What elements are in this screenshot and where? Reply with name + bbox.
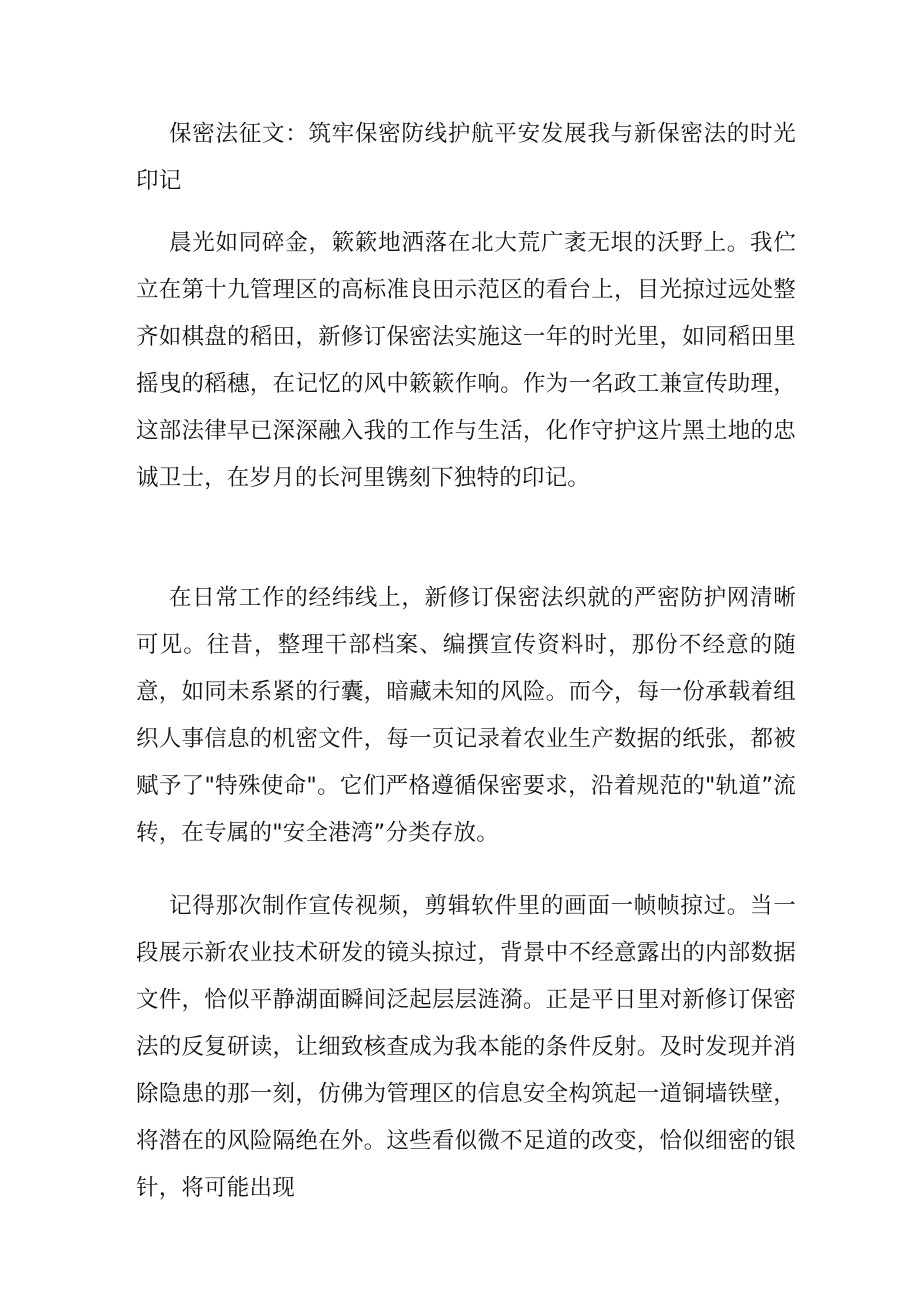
document-title: 保密法征文：筑牢保密防线护航平安发展我与新保密法的时光印记 <box>136 121 796 194</box>
paragraph-3: 记得那次制作宣传视频，剪辑软件里的画面一帧帧掠过。当一段展示新农业技术研发的镜头掠过，背景中不经意露出的内部数据文件，恰似平静湖面瞬间泛起层层涟漪。正是平日里对新修订保密法的反复研读，让细致核查成为我本能的条件反射。及时发现并消除隐患的那一刻，仿佛为管理区的信息安全构筑起一道铜墙铁壁，将潜在的风险隔绝在外。这些看似微不足道的改变，恰似细密的银针，将可能出现 <box>136 893 796 1201</box>
paragraph-2: 在日常工作的经纬线上，新修订保密法织就的严密防护网清晰可见。往昔，整理干部档案、编撰宣传资料时，那份不经意的随意，如同未系紧的行囊，暗藏未知的风险。而今，每一份承载着组织人事信息的机密文件，每一页记录着农业生产数据的纸张，都被赋予了"特殊使命"。它们严格遵循保密要求，沿着规范的"轨道”流转，在专属的"安全港湾”分类存放。 <box>136 585 796 846</box>
paragraph-1: 晨光如同碎金，簌簌地洒落在北大荒广袤无垠的沃野上。我伫立在第十九管理区的高标准良田示范区的看台上，目光掠过远处整齐如棋盘的稻田，新修订保密法实施这一年的时光里，如同稻田里摇曳的稻穗，在记忆的风中簌簌作响。作为一名政工兼宣传助理，这部法律早已深深融入我的工作与生活，化作守护这片黑土地的忠诚卫士，在岁月的长河里镌刻下独特的印记。 <box>136 230 796 491</box>
